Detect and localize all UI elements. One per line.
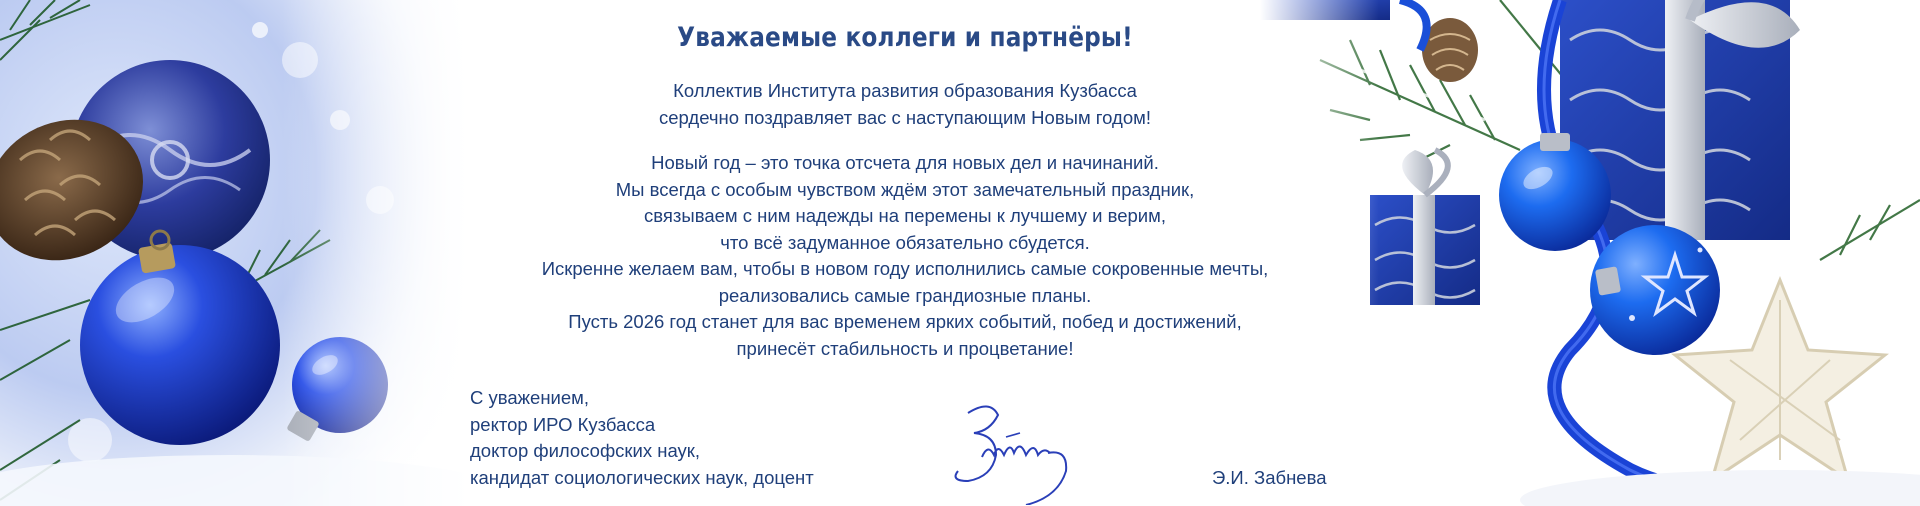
- body-line: Мы всегда с особым чувством ждём этот замечательный праздник,: [615, 178, 1195, 200]
- intro-line: сердечно поздравляет вас с наступающим Новым годом!: [659, 106, 1151, 128]
- body-line: Новый год – это точка отсчета для новых дел и начинаний.: [651, 152, 1159, 173]
- signoff-block: [470, 385, 814, 491]
- left-decoration: [0, 0, 470, 506]
- signoff-line: ректор ИРО Кузбасса: [470, 413, 656, 435]
- signer-name: Э.И. Забнева: [1212, 467, 1327, 488]
- body-line: Пусть 2026 год станет для вас временем ярких событий, побед и достижений,: [568, 311, 1242, 332]
- left-ornaments-illustration: [0, 0, 470, 506]
- greeting-body: [470, 150, 1340, 362]
- right-gifts-illustration: [1260, 0, 1920, 506]
- handwritten-signature-icon: [940, 395, 1090, 505]
- right-decoration: [1260, 0, 1920, 506]
- body-line: связываем с ним надежды на перемены к лучшему и верим,: [644, 205, 1166, 226]
- signoff-line: С уважением,: [470, 387, 590, 408]
- signoff-line: кандидат социологических наук, доцент: [470, 466, 814, 488]
- intro-line: Коллектив Института развития образования Кузбасса: [673, 80, 1137, 101]
- greeting-intro: [470, 78, 1340, 131]
- body-line: принесёт стабильность и процветание!: [736, 337, 1074, 359]
- body-line: реализовались самые грандиозные планы.: [718, 284, 1092, 306]
- greeting-content: [470, 0, 1340, 506]
- greeting-heading: Уважаемые коллеги и партнёры!: [677, 22, 1133, 53]
- body-line: Искренне желаем вам, чтобы в новом году исполнились самые сокровенные мечты,: [541, 258, 1269, 279]
- body-line: что всё задуманное обязательно сбудется.: [720, 231, 1090, 253]
- signoff-line: доктор философских наук,: [470, 440, 701, 461]
